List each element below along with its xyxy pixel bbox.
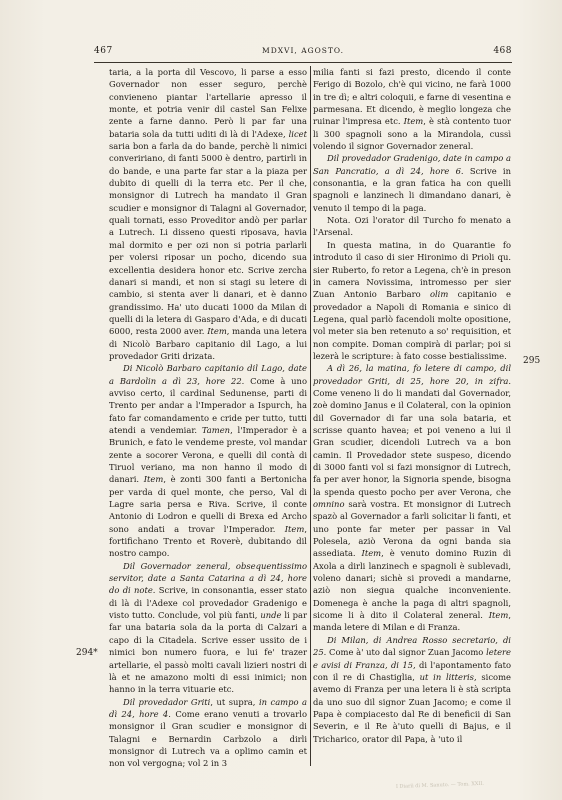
left-column-paragraph: Dil Governador zeneral, obsequentissimo servitor, date a Santa Catarina a dì 24, hore do di note. Scrive, in consonantia, esser stato di là di l'Adexe col provedador Gradenigo e visto tutto. Conclude, vol più fanti, unde li par far una bataria sola da la porta di Calzari a capo di la Citadela. Scrive esser ussito de i nimici bon numero fuora, e lui fe' trazer artellarie, el passò molti cavali lizieri nostri di là et ne amazono molti di essi inimici; non hanno in la terra vituarie etc. xyxy=(109,560,308,695)
running-title: MDXVI, AGOSTO. xyxy=(262,46,344,55)
text-column-left xyxy=(109,66,307,770)
right-column-paragraph: Dil provedador Gradenigo, date in campo a San Pancratio, a dì 24, hore 6. Scrive in consonantia, e la gran fatica ha con quelli spagnoli e lanzinech li dimandano danari, è venuto il tempo di la paga. xyxy=(313,153,511,213)
text-column-right xyxy=(313,66,511,745)
page-number-left: 467 xyxy=(94,46,113,56)
right-column-paragraph: Di Milan, di Andrea Rosso secretario, di 25. Come à' uto dal signor Zuan Jacomo letere e avisi di Franza, di 15, di l'apontamento fato con il re di Chastiglia, ut in litteris, sicome avemo di Franza per una letera li è stà scripta da uno suo dil signor Zuan Jacomo; e come il Papa è compiacesto dal Re di beneficii di San Severin, e il Re à'uto quelli di Bajus, e il Tricharico, orator dil Papa, à 'uto il xyxy=(313,634,511,744)
bleed-through-text: I Diarii di M. Sanuto. — Tom. XXII. xyxy=(395,780,485,790)
left-column-paragraph: Di Nicolò Barbaro capitanio dil Lago, date a Bardolin a dì 23, hore 22. Come à uno avviso certo, il cardinal Sedunense, parti di Trento per andar a l'Imperador a Ispurch, ha fato far comandamento e cride per tutto, tutti atendi a vendemiar. Tamen, l'Imperador è a Brunich, e fato le vendeme preste, vol mandar zente a socorer Verona, e quelli dil contà di Tiruol veriano, ma non hanno il modo di danari. Item, è zonti 300 fanti a Bertonicha per varda di quel monte, che perso, Val di Lagre saria persa e Riva. Scrive, il conte Antonio di Lodron e quelli di Brexa ed Archo sono andati a trovar l'Imperador. Item, fortifichano Trento et Roverè, dubitando dil nostro campo. xyxy=(109,363,307,559)
page-header xyxy=(94,46,512,60)
header-rule xyxy=(94,62,512,63)
margin-number-right: 295 xyxy=(523,356,541,366)
right-column-paragraph: milia fanti si fazi presto, dicendo il conte Ferigo di Bozolo, ch'è qui vicino, ne farà 1000 in tre dì; e altri coloquii, e farne di vesentina e parmesana. Et dicendo, è meglio longeza che ruinar l'impresa etc. Item, è stà contento tuor li 300 spagnoli sono a la Mirandola, cussì volendo il signor Governador zeneral. xyxy=(313,67,511,152)
right-column-paragraph: Nota. Ozi l'orator dil Turcho fo menato a l'Arsenal. xyxy=(313,215,511,238)
right-column-paragraph: A dì 26, la matina, fo letere di campo, dil provedador Griti, di 25, hore 20, in zifra. Come veneno li do li mandati dal Governador, zoè domino Janus e il Colateral, con la opinion dil Governador di far una sola bataria, et scrisse quanto havea; et poi veneno a lui il Gran scudier, dicendoli Lutrech va a bon camin. Il Provedador stete suspeso, dicendo di 3000 fanti vol si fazi monsignor di Lutrech, fa per aver honor, la Signoria spende, bisogna la spenda questo pocho per aver Verona, che omnino sarà vostra. Et monsignor di Lutrech spazò al Governador a farli solicitar li fanti, et uno ponte far meter per passar in Val Polesela, aziò Verona da ogni banda sia assediata. Item, è venuto domino Ruzin di Axola a dirli lanzinech e spagnoli è sublevadi, voleno danari; sichè si provedi a mandarne, aziò non sieguа qualche inconveniente. Domenega è anche la paga di altri spagnoli, sicome li à dito il Colateral zeneral. Item, manda letere di Milan e di Franza. xyxy=(313,363,512,633)
column-divider xyxy=(310,66,311,766)
page-number-right: 468 xyxy=(493,46,512,56)
left-column-paragraph: taria, a la porta dil Vescovo, li parse a esso Governador non esser seguro, perchè convieneno piantar l'artellarie apresso il monte, et potria venir dil castel San Felixe zente a farne danno. Però li par far una bataria sola da tutti uditi di là di l'Adexe, licet saria bon a farla da do bande, perchè li nimici conveririano, di fanti 5000 è dentro, partirli in do bande, e una parte far star a la piaza per dubito di quelli di la terra etc. Per il che, monsignor di Lutrech ha mandato il Gran scudier e monsignor di Talagni al Governador, quali tornati, esso Proveditor andò per parlar a Lutrech. Li disseno questi riposava, havia mal dormito e per ozi non si potria parlarli per volersi riposar un pocho, dicendo sua excellentia desidera honor etc. Scrive zercha danari si mandi, et non si stagi su letere di cambio, si stenta aver li danari, et è danno grandissimo. Ha' uto ducati 1000 da Milan di quelli di la letera di Gasparo d'Ada, e di ducati 6000, resta 2000 aver. Item, manda una letera di Nicolò Barbaro capitanio dil Lago, a lui provedador Griti drizata. xyxy=(109,67,307,361)
margin-number-left: 294* xyxy=(76,648,98,658)
left-column-paragraph: Dil provedador Griti, ut supra, in campo a dì 24, hore 4. Come erano venuti a trovarlo monsignor il Gran scudier e monsignor di Talagni e Bernardin Carbzolo a dirli monsignor di Lutrech va a oplimo camin et non vol vergogna; vol 2 in 3 xyxy=(109,696,308,769)
right-column-paragraph: In questa matina, in do Quarantie fo introduto il caso di sier Hironimo di Prioli qu. sier Ruberto, fo retor a Legena, ch'è in preson in camera Novissima, intromesso per sier Zuan Antonio Barbaro olim capitanio e provedador a Napoli di Romania e sinico di Legena, qual parlò facendoli molte opositione, vol meter sia ben retenuto a so' requisition, et non compite. Doman compirà di parlar; poi si lezerà le scripture: à fato cosse bestialissime. xyxy=(313,239,511,361)
